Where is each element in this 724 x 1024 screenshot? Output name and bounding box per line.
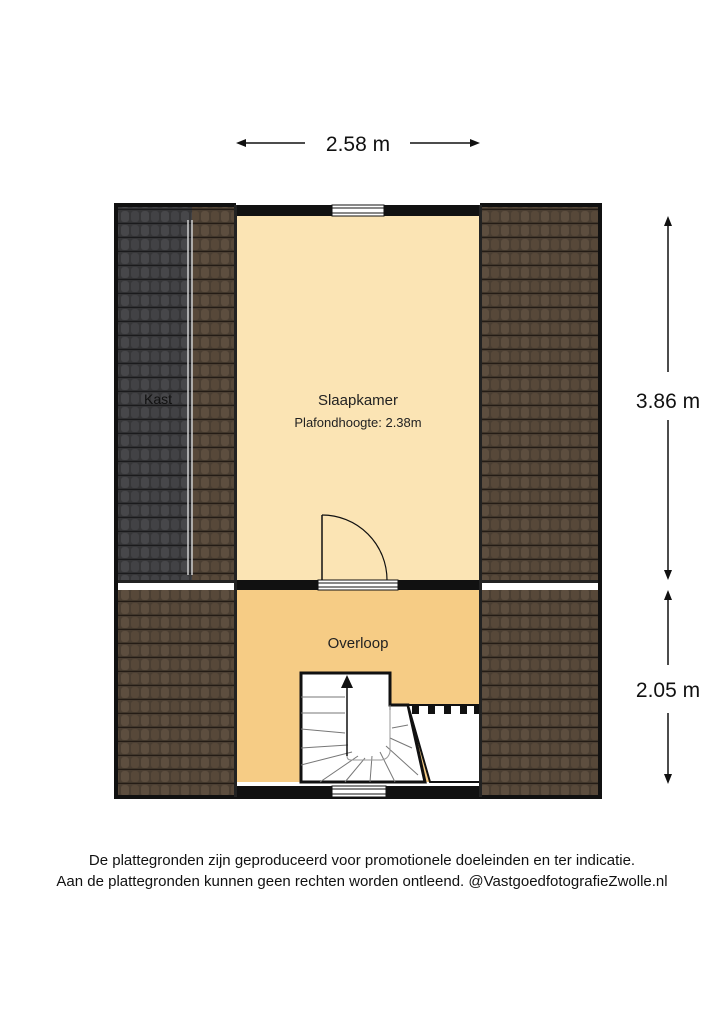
wall-room-left: [234, 205, 237, 797]
roof-left-lower: [118, 590, 236, 797]
wall-middle-right: [398, 580, 480, 590]
dimension-height-lower: [636, 590, 700, 784]
slaapkamer-label: Slaapkamer: [317, 392, 399, 409]
wall-top-outer-right: [480, 203, 602, 207]
disclaimer-line-1: De plattegronden zijn geproduceerd voor promotionele doeleinden en ter indicatie.: [88, 852, 636, 869]
window-top: [332, 205, 384, 216]
disclaimer-line-2: Aan de plattegronden kunnen geen rechten worden ontleend. @VastgoedfotografieZwolle.nl: [56, 873, 668, 890]
window-bottom: [332, 786, 386, 797]
overloop-label: Overloop: [327, 635, 389, 652]
roof-right-upper: [480, 205, 598, 582]
wall-knee-line-right: [480, 580, 598, 583]
wall-knee-line-left: [118, 580, 236, 583]
dimension-height-upper-label: 3.86 m: [635, 390, 701, 413]
kast-label: Kast: [143, 391, 173, 407]
dimension-height-lower-label: 2.05 m: [635, 679, 701, 702]
wall-top-right: [384, 205, 480, 216]
wall-top-left: [236, 205, 332, 216]
wall-top-outer: [114, 203, 236, 207]
dimension-width-label: 2.58 m: [325, 133, 391, 156]
wall-right-edge: [598, 203, 602, 799]
wall-middle-left: [236, 580, 318, 590]
wall-room-right: [479, 205, 482, 797]
slaapkamer-ceiling-height: Plafondhoogte: 2.38m: [294, 415, 422, 430]
dimension-height-upper: [636, 216, 700, 580]
wall-left-edge: [114, 203, 118, 799]
dimension-width: [236, 133, 480, 156]
roof-right-lower: [480, 590, 598, 797]
